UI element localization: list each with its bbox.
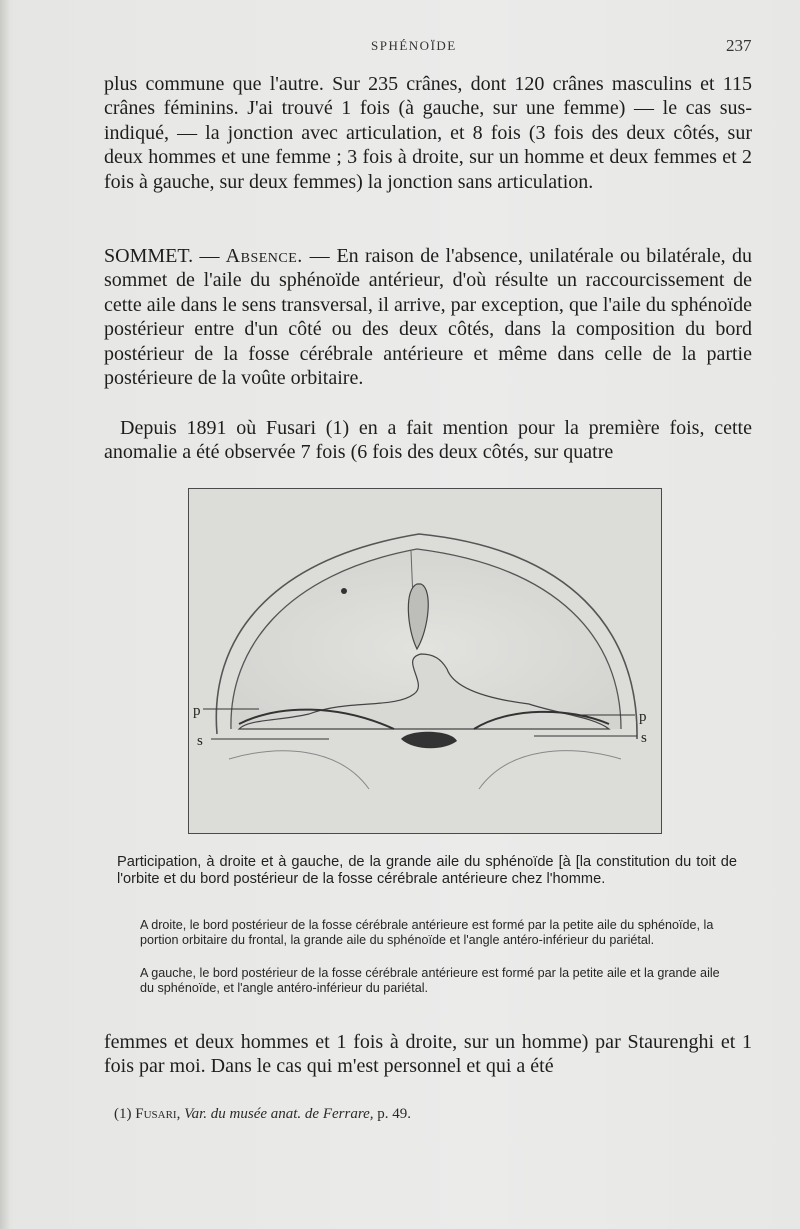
page-fold-shadow (0, 0, 10, 1229)
figure-label-s-left: s (197, 733, 203, 749)
running-title: SPHÉNOÏDE (371, 38, 457, 53)
footnote-page: p. 49. (377, 1106, 412, 1122)
footnote (114, 1106, 714, 1123)
figure-label-p-right: p (639, 709, 647, 725)
running-head (0, 36, 800, 58)
figure-note-left: A gauche, le bord postérieur de la fosse cérébrale antérieure est formé par la petite aile et la grande aile du sphénoïde, et l'angle antéro-inférieur du pariétal. (140, 966, 720, 995)
section-subheading: — Absence. — (199, 245, 331, 267)
paragraph-1: plus commune que l'autre. Sur 235 crânes, dont 120 crânes masculins et 115 crânes féminins. J'ai trouvé 1 fois (à gauche, sur une femme) — le cas sus-indiqué, — la jonction avec articulation, et 8 fois (3 fois des deux côtés, sur deux hommes et une femme ; 3 fois à droite, sur un homme et deux femmes et 2 fois à gauche, sur deux femmes) la jonction sans articulation. (104, 73, 752, 193)
footnote-author: Fusari, (135, 1106, 181, 1122)
section-heading: SOMMET. (104, 245, 194, 267)
figure-caption: Participation, à droite et à gauche, de la grande aile du sphénoïde [à [la constitution du toit de l'orbite et du bord postérieur de la fosse cérébrale antérieure chez l'homme. (117, 854, 737, 888)
paragraph-4: femmes et deux hommes et 1 fois à droite, sur un homme) par Staurenghi et 1 fois par moi. Dans le cas qui m'est personnel et qui a été (104, 1031, 752, 1078)
footnote-title: Var. du musée anat. de Ferrare, (184, 1106, 374, 1122)
paragraph-3: Depuis 1891 où Fusari (1) en a fait mention pour la première fois, cette anomalie a été observée 7 fois (6 fois des deux côtés, sur quatre (104, 417, 752, 464)
skull-illustration (189, 489, 660, 832)
skull-figure (188, 488, 662, 834)
paragraph-2-text: En raison de l'absence, unilatérale ou bilatérale, du sommet de l'aile du sphénoïde antérieur, d'où résulte un raccourcissement de cette aile dans le sens transversal, il arrive, par exception, que l'aile du sphénoïde postérieur entre d'un côté ou des deux côtés, dans la composition du bord postérieur de la fosse cérébrale antérieure et même dans celle de la partie postérieure de la voûte orbitaire. (104, 245, 753, 390)
paragraph-2 (104, 244, 752, 390)
figure-label-p-left: p (193, 703, 201, 719)
figure-label-s-right: s (641, 730, 647, 746)
footnote-marker: (1) (114, 1106, 132, 1122)
page-number: 237 (726, 36, 752, 55)
figure-note-right: A droite, le bord postérieur de la fosse cérébrale antérieure est formé par la petite aile du sphénoïde, la portion orbitaire du frontal, la grande aile du sphénoïde et l'angle antéro-inférieur du pariétal. (140, 918, 714, 947)
